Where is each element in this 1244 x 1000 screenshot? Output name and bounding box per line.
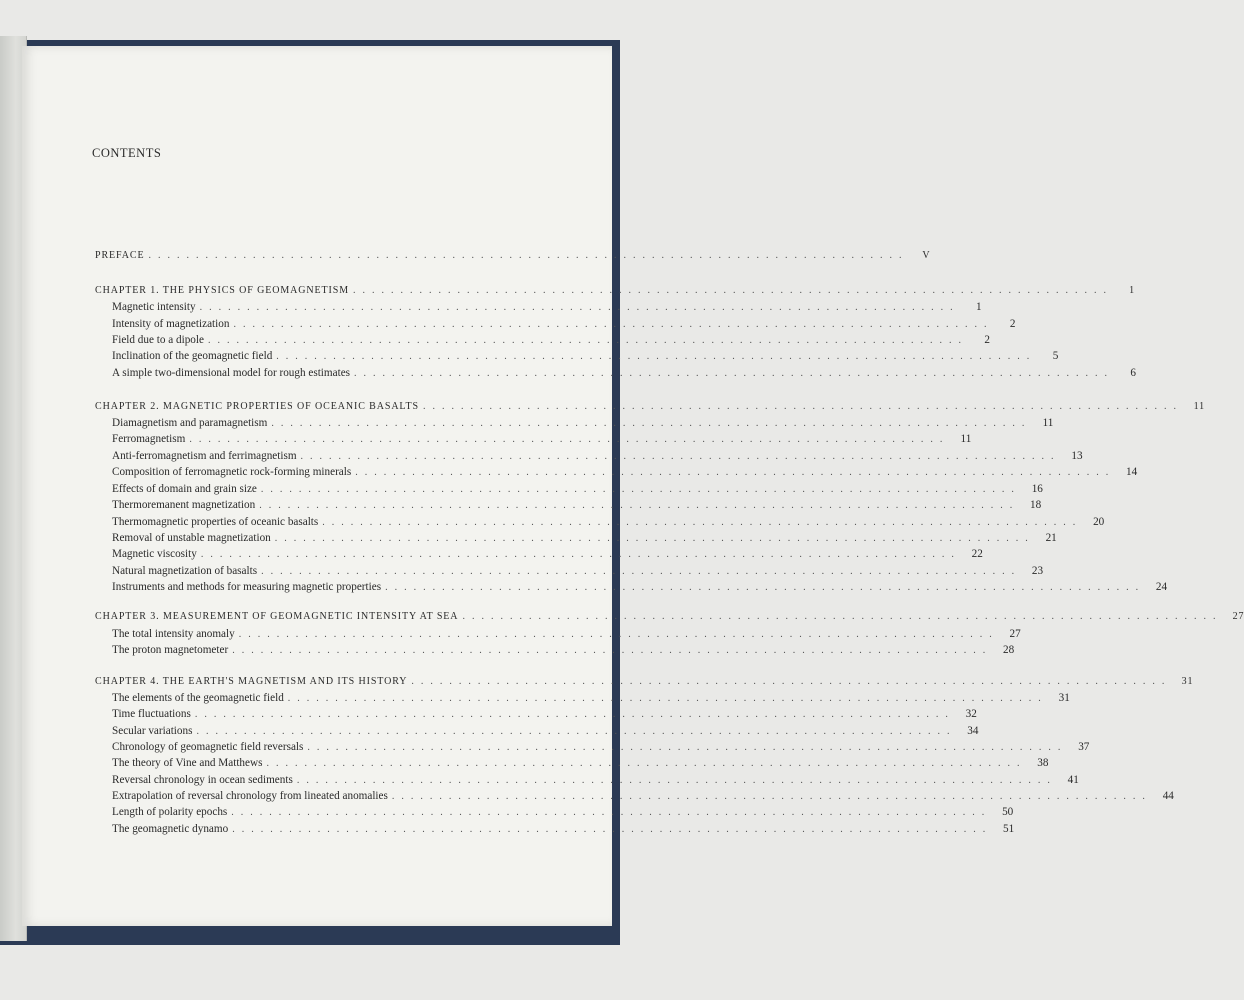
- toc-section-row: [112, 804, 1014, 820]
- toc-page-number: 31: [1181, 676, 1194, 687]
- toc-section-row: [112, 464, 1138, 480]
- toc-entry-label: Magnetic viscosity: [112, 548, 197, 560]
- toc-page-number: 20: [1093, 516, 1105, 528]
- toc-leader-dots: ................................................................................: [276, 351, 1037, 362]
- toc-leader-dots: ................................................................................: [296, 775, 1057, 786]
- toc-section-row: [112, 316, 1016, 332]
- toc-section-row: [112, 299, 982, 315]
- toc-chapter-row: [95, 609, 1244, 625]
- toc-page-number: 34: [967, 725, 979, 737]
- toc-leader-dots: ................................................................................: [266, 758, 1027, 769]
- toc-section-row: [112, 723, 979, 739]
- toc-entry-label: Diamagnetism and paramagnetism: [112, 417, 268, 429]
- toc-page-number: 14: [1126, 466, 1138, 478]
- toc-page-number: 2: [1009, 318, 1016, 330]
- toc-page-number: 50: [1002, 806, 1014, 818]
- toc-page-number: 27: [1232, 611, 1244, 622]
- toc-section-row: [112, 579, 1168, 595]
- toc-section-row: [112, 514, 1105, 530]
- toc-section-row: [112, 348, 1059, 364]
- toc-section-row: [112, 365, 1137, 381]
- toc-page-number: 16: [1031, 483, 1043, 495]
- toc-entry-label: Chronology of geomagnetic field reversals: [112, 741, 304, 753]
- toc-leader-dots: ................................................................................: [233, 319, 994, 330]
- toc-section-row: [112, 690, 1070, 706]
- toc-page-number: 11: [1042, 417, 1054, 429]
- toc-leader-dots: ................................................................................: [307, 742, 1068, 753]
- toc-page-number: 32: [965, 708, 977, 720]
- toc-page-number: V: [922, 250, 931, 261]
- toc-entry-label: Anti-ferromagnetism and ferrimagnetism: [112, 450, 297, 462]
- toc-entry-label: Time fluctuations: [112, 708, 191, 720]
- toc-page-number: 21: [1045, 532, 1057, 544]
- toc-section-row: [112, 642, 1015, 658]
- toc-leader-dots: ................................................................................: [385, 582, 1146, 593]
- toc-leader-dots: ................................................................................: [391, 791, 1152, 802]
- toc-leader-dots: ................................................................................: [200, 549, 961, 560]
- toc-leader-dots: ................................................................................: [259, 500, 1020, 511]
- toc-leader-dots: ................................................................................: [199, 302, 960, 313]
- toc-chapter-row: [95, 248, 931, 264]
- toc-section-row: [112, 497, 1042, 513]
- toc-leader-dots: ................................................................................: [189, 434, 950, 445]
- toc-page-number: 2: [984, 334, 990, 346]
- toc-section-row: [112, 821, 1015, 837]
- toc-entry-label: Length of polarity epochs: [112, 806, 228, 818]
- toc-section-row: [112, 481, 1043, 497]
- toc-page-number: 41: [1067, 774, 1079, 786]
- toc-page-number: 1: [1129, 285, 1136, 296]
- toc-entry-label: Inclination of the geomagnetic field: [112, 350, 273, 362]
- toc-section-row: [112, 431, 972, 447]
- toc-entry-label: PREFACE: [95, 250, 145, 261]
- toc-leader-dots: ................................................................................: [238, 629, 999, 640]
- toc-entry-label: Composition of ferromagnetic rock-forming minerals: [112, 466, 352, 478]
- toc-entry-label: Thermoremanent magnetization: [112, 499, 256, 511]
- toc-entry-label: Reversal chronology in ocean sediments: [112, 774, 293, 786]
- toc-entry-label: Thermomagnetic properties of oceanic basalts: [112, 516, 319, 528]
- toc-page-number: 13: [1071, 450, 1083, 462]
- toc-entry-label: CHAPTER 1. THE PHYSICS OF GEOMAGNETISM: [95, 285, 350, 296]
- toc-page-number: 11: [1193, 401, 1205, 412]
- toc-page-number: 23: [1031, 565, 1044, 577]
- toc-leader-dots: ................................................................................: [207, 335, 968, 346]
- toc-entry-label: Secular variations: [112, 725, 193, 737]
- toc-page-number: 51: [1003, 823, 1015, 835]
- toc-leader-dots: ................................................................................: [274, 533, 1035, 544]
- toc-page-number: 18: [1030, 499, 1042, 511]
- toc-leader-dots: ................................................................................: [353, 285, 1114, 296]
- toc-section-row: [112, 448, 1083, 464]
- toc-entry-label: The proton magnetometer: [112, 644, 229, 656]
- toc-leader-dots: ................................................................................: [148, 250, 909, 261]
- toc-entry-label: The elements of the geomagnetic field: [112, 692, 284, 704]
- toc-leader-dots: ................................................................................: [260, 484, 1021, 495]
- toc-leader-dots: ................................................................................: [271, 418, 1032, 429]
- toc-page-number: 6: [1130, 367, 1137, 379]
- toc-section-row: [112, 788, 1174, 804]
- toc-leader-dots: ................................................................................: [196, 726, 957, 737]
- toc-page-number: 22: [971, 548, 983, 560]
- toc-leader-dots: ................................................................................: [261, 566, 1022, 577]
- toc-leader-dots: ................................................................................: [232, 645, 993, 656]
- toc-page-number: 44: [1162, 790, 1174, 802]
- toc-entry-label: The theory of Vine and Matthews: [112, 757, 263, 769]
- toc-section-row: [112, 706, 977, 722]
- toc-leader-dots: ................................................................................: [462, 611, 1223, 622]
- toc-page-number: 27: [1009, 628, 1021, 640]
- toc-page-number: 31: [1058, 692, 1070, 704]
- toc-section-row: [112, 530, 1057, 546]
- toc-section-row: [112, 332, 990, 348]
- contents-title: CONTENTS: [92, 146, 162, 160]
- toc-leader-dots: ................................................................................: [354, 368, 1115, 379]
- toc-entry-label: Intensity of magnetization: [112, 318, 230, 330]
- toc-entry-label: Field due to a dipole: [112, 334, 204, 346]
- toc-section-row: [112, 739, 1090, 755]
- toc-section-row: [112, 755, 1049, 771]
- toc-page-number: 38: [1037, 757, 1049, 769]
- toc-page-number: 24: [1155, 581, 1168, 593]
- toc-entry-label: Instruments and methods for measuring magnetic properties: [112, 581, 382, 593]
- toc-page-number: 37: [1078, 741, 1090, 753]
- toc-page-number: 28: [1003, 644, 1015, 656]
- toc-leader-dots: ................................................................................: [322, 517, 1083, 528]
- toc-section-row: [112, 563, 1044, 579]
- toc-section-row: [112, 415, 1054, 431]
- toc-leader-dots: ................................................................................: [194, 709, 955, 720]
- toc-chapter-row: [95, 283, 1136, 299]
- toc-section-row: [112, 772, 1079, 788]
- toc-leader-dots: ................................................................................: [232, 824, 993, 835]
- toc-entry-label: The geomagnetic dynamo: [112, 823, 229, 835]
- toc-page-number: 11: [960, 433, 972, 445]
- toc-leader-dots: ................................................................................: [287, 693, 1048, 704]
- toc-entry-label: Removal of unstable magnetization: [112, 532, 271, 544]
- toc-entry-label: A simple two-dimensional model for rough estimates: [112, 367, 351, 379]
- toc-page-number: 5: [1052, 350, 1059, 362]
- toc-entry-label: Extrapolation of reversal chronology from lineated anomalies: [112, 790, 388, 802]
- toc-entry-label: Ferromagnetism: [112, 433, 186, 445]
- toc-entry-label: The total intensity anomaly: [112, 628, 235, 640]
- toc-entry-label: CHAPTER 2. MAGNETIC PROPERTIES OF OCEANIC BASALTS: [95, 401, 419, 412]
- toc-leader-dots: ................................................................................: [300, 451, 1061, 462]
- toc-leader-dots: ................................................................................: [231, 807, 992, 818]
- toc-entry-label: CHAPTER 3. MEASUREMENT OF GEOMAGNETIC INTENSITY AT SEA: [95, 611, 459, 622]
- toc-leader-dots: ................................................................................: [423, 401, 1183, 412]
- toc-entry-label: CHAPTER 4. THE EARTH'S MAGNETISM AND ITS HISTORY: [95, 676, 408, 687]
- toc-section-row: [112, 546, 983, 562]
- toc-page-number: 1: [976, 301, 982, 313]
- toc-leader-dots: ................................................................................: [411, 676, 1172, 687]
- toc-chapter-row: [95, 674, 1194, 690]
- toc-entry-label: Natural magnetization of basalts: [112, 565, 258, 577]
- toc-chapter-row: [95, 399, 1205, 415]
- toc-leader-dots: ................................................................................: [355, 467, 1116, 478]
- toc-entry-label: Magnetic intensity: [112, 301, 196, 313]
- toc-section-row: [112, 626, 1021, 642]
- toc-entry-label: Effects of domain and grain size: [112, 483, 257, 495]
